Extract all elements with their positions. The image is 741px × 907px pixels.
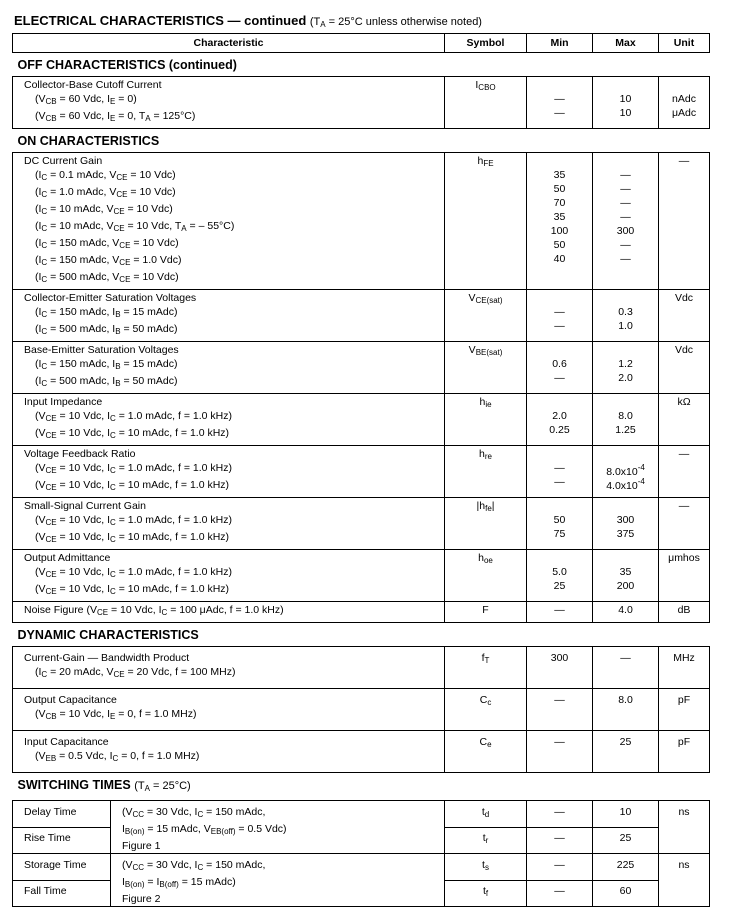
row-ft	[13, 647, 710, 689]
symbol-vcesat: $V_{CE(sat)}$	[445, 290, 527, 342]
char-vcesat: Collector-Emitter Saturation Voltages ($I_C = 150$ mAdc, $I_B = 15$ mAdc) ($I_C = 500$ mAdc, $I_B = 50$ mAdc)	[13, 290, 445, 342]
max-ft: —	[593, 647, 659, 689]
symbol-ts: $t_s$	[445, 854, 527, 881]
row-hre	[13, 446, 710, 498]
unit-hie: kΩ	[659, 394, 710, 446]
min-ts: —	[527, 854, 593, 881]
char-ts: Storage Time	[13, 854, 111, 881]
min-vcesat: — —	[527, 290, 593, 342]
min-tr: —	[527, 827, 593, 854]
symbol-tr: $t_r$	[445, 827, 527, 854]
unit-hfe-small: —	[659, 498, 710, 550]
char-hre: Voltage Feedback Ratio ($V_{CE} = 10$ Vdc, $I_C = 1.0$ mAdc, f = 1.0 kHz) ($V_{CE} = 10$ Vdc, $I_C = 10$ mAdc, f = 1.0 kHz)	[13, 446, 445, 498]
unit-hre: —	[659, 446, 710, 498]
min-ce: —	[527, 731, 593, 773]
title-note: ($T_A = 25^\circ C$ unless otherwise noted)	[309, 16, 482, 29]
unit-td-tr: ns	[659, 801, 710, 854]
symbol-td: $t_d$	[445, 801, 527, 828]
max-hfe-small: 300 375	[593, 498, 659, 550]
char-td: Delay Time	[13, 801, 111, 828]
max-td: 10	[593, 801, 659, 828]
section-dynamic: DYNAMIC CHARACTERISTICS	[17, 628, 199, 642]
symbol-vbesat: $V_{BE(sat)}$	[445, 342, 527, 394]
char-vbesat: Base-Emitter Saturation Voltages ($I_C = 150$ mAdc, $I_B = 15$ mAdc) ($I_C = 500$ mAdc, $I_B = 50$ mAdc)	[13, 342, 445, 394]
char-tf: Fall Time	[13, 880, 111, 907]
row-ce	[13, 731, 710, 773]
row-hoe	[13, 550, 710, 602]
max-nf: 4.0	[593, 602, 659, 623]
unit-hoe: μmhos	[659, 550, 710, 602]
char-ce: Input Capacitance ($V_{EB} = 0.5$ Vdc, $I_C = 0$, f = 1.0 MHz)	[13, 731, 445, 773]
header-min: Min	[527, 34, 593, 53]
max-hfe: — — — — 300 — —	[593, 153, 659, 290]
min-hfe: 35 50 70 35 100 50 40	[527, 153, 593, 290]
min-icbo: — —	[527, 77, 593, 129]
cond-ts-tf: ($V_{CC} = 30$ Vdc, $I_C = 150$ mAdc, $I_{B(on)} = I_{B(off)} = 15$ mAdc) Figure 2	[111, 854, 445, 907]
symbol-cc: $C_c$	[445, 689, 527, 731]
char-hie: Input Impedance ($V_{CE} = 10$ Vdc, $I_C = 1.0$ mAdc, f = 1.0 kHz) ($V_{CE} = 10$ Vdc, $I_C = 10$ mAdc, f = 1.0 kHz)	[13, 394, 445, 446]
characteristics-table	[12, 33, 710, 907]
char-icbo: Collector-Base Cutoff Current ($V_{CB} = 60$ Vdc, $I_E = 0$) ($V_{CB} = 60$ Vdc, $I_E = 0$, $T_A = 125^\circ C$)	[13, 77, 445, 129]
min-cc: —	[527, 689, 593, 731]
row-hfe-small	[13, 498, 710, 550]
char-tr: Rise Time	[13, 827, 111, 854]
char-hoe: Output Admittance ($V_{CE} = 10$ Vdc, $I_C = 1.0$ mAdc, f = 1.0 kHz) ($V_{CE} = 10$ Vdc, $I_C = 10$ mAdc, f = 1.0 kHz)	[13, 550, 445, 602]
symbol-ce: $C_e$	[445, 731, 527, 773]
unit-icbo: nAdc μAdc	[659, 77, 710, 129]
cond-td-tr: ($V_{CC} = 30$ Vdc, $I_C = 150$ mAdc, $I_{B(on)} = 15$ mAdc, $V_{EB(off)} = 0.5$ Vdc) Figure 1	[111, 801, 445, 854]
section-switching: SWITCHING TIMES $(T_A = 25^\circ C)$	[17, 778, 191, 793]
row-hfe	[13, 153, 710, 290]
max-hoe: 35 200	[593, 550, 659, 602]
section-off: OFF CHARACTERISTICS (continued)	[17, 58, 237, 72]
row-ts	[13, 854, 710, 881]
row-vcesat	[13, 290, 710, 342]
max-hie: 8.0 1.25	[593, 394, 659, 446]
symbol-icbo: $I_{CBO}$	[445, 77, 527, 129]
row-td	[13, 801, 710, 828]
min-hre: — —	[527, 446, 593, 498]
max-ce: 25	[593, 731, 659, 773]
unit-vcesat: Vdc	[659, 290, 710, 342]
symbol-hoe: $h_{oe}$	[445, 550, 527, 602]
header-symbol: Symbol	[445, 34, 527, 53]
char-hfe: DC Current Gain ($I_C = 0.1$ mAdc, $V_{CE} = 10$ Vdc) ($I_C = 1.0$ mAdc, $V_{CE} = 10$ Vdc) ($I_C = 10$ mAdc, $V_{CE} = 10$ Vdc) ($I_C = 10$ mAdc, $V_{CE} = 10$ Vdc, $T_A$ = – 55°C) ($I_C = 150$ mAdc, $V_{CE} = 10$ Vdc) ($I_C = 150$ mAdc, $V_{CE} = 1.0$ Vdc) ($I_C = 500$ mAdc, $V_{CE} = 10$ Vdc)	[13, 153, 445, 290]
page-title	[14, 13, 482, 29]
symbol-hfe-small: $|h_{fe}|$	[445, 498, 527, 550]
symbol-hre: $h_{re}$	[445, 446, 527, 498]
max-ts: 225	[593, 854, 659, 881]
header-max: Max	[593, 34, 659, 53]
unit-ce: pF	[659, 731, 710, 773]
min-nf: —	[527, 602, 593, 623]
row-nf	[13, 602, 710, 623]
title-main: ELECTRICAL CHARACTERISTICS — continued	[14, 13, 307, 28]
symbol-tf: $t_f$	[445, 880, 527, 907]
row-hie	[13, 394, 710, 446]
char-cc: Output Capacitance ($V_{CB} = 10$ Vdc, $I_E = 0$, f = 1.0 MHz)	[13, 689, 445, 731]
max-vcesat: 0.3 1.0	[593, 290, 659, 342]
max-hre: $8.0x10^{-4}$ $4.0x10^{-4}$	[593, 446, 659, 498]
symbol-hie: $h_{ie}$	[445, 394, 527, 446]
unit-nf: dB	[659, 602, 710, 623]
unit-vbesat: Vdc	[659, 342, 710, 394]
min-vbesat: 0.6 —	[527, 342, 593, 394]
header-row	[13, 34, 710, 53]
symbol-hfe: $h_{FE}$	[445, 153, 527, 290]
min-hie: 2.0 0.25	[527, 394, 593, 446]
row-cc	[13, 689, 710, 731]
section-on: ON CHARACTERISTICS	[17, 134, 160, 148]
unit-ft: MHz	[659, 647, 710, 689]
max-cc: 8.0	[593, 689, 659, 731]
unit-hfe: —	[659, 153, 710, 290]
char-ft: Current-Gain — Bandwidth Product ($I_C = 20$ mAdc, $V_{CE} = 20$ Vdc, f = 100 MHz)	[13, 647, 445, 689]
char-hfe-small: Small-Signal Current Gain ($V_{CE} = 10$ Vdc, $I_C = 1.0$ mAdc, f = 1.0 kHz) ($V_{CE} = 10$ Vdc, $I_C = 10$ mAdc, f = 1.0 kHz)	[13, 498, 445, 550]
header-characteristic: Characteristic	[13, 34, 445, 53]
min-hfe-small: 50 75	[527, 498, 593, 550]
symbol-ft: $f_T$	[445, 647, 527, 689]
char-nf: Noise Figure ($V_{CE} = 10$ Vdc, $I_C = 100$ μAdc, f = 1.0 kHz)	[13, 602, 445, 623]
max-tf: 60	[593, 880, 659, 907]
min-tf: —	[527, 880, 593, 907]
unit-ts-tf: ns	[659, 854, 710, 907]
row-icbo	[13, 77, 710, 129]
header-unit: Unit	[659, 34, 710, 53]
row-vbesat	[13, 342, 710, 394]
max-tr: 25	[593, 827, 659, 854]
min-ft: 300	[527, 647, 593, 689]
max-icbo: 10 10	[593, 77, 659, 129]
symbol-nf: F	[445, 602, 527, 623]
min-hoe: 5.0 25	[527, 550, 593, 602]
min-td: —	[527, 801, 593, 828]
max-vbesat: 1.2 2.0	[593, 342, 659, 394]
unit-cc: pF	[659, 689, 710, 731]
